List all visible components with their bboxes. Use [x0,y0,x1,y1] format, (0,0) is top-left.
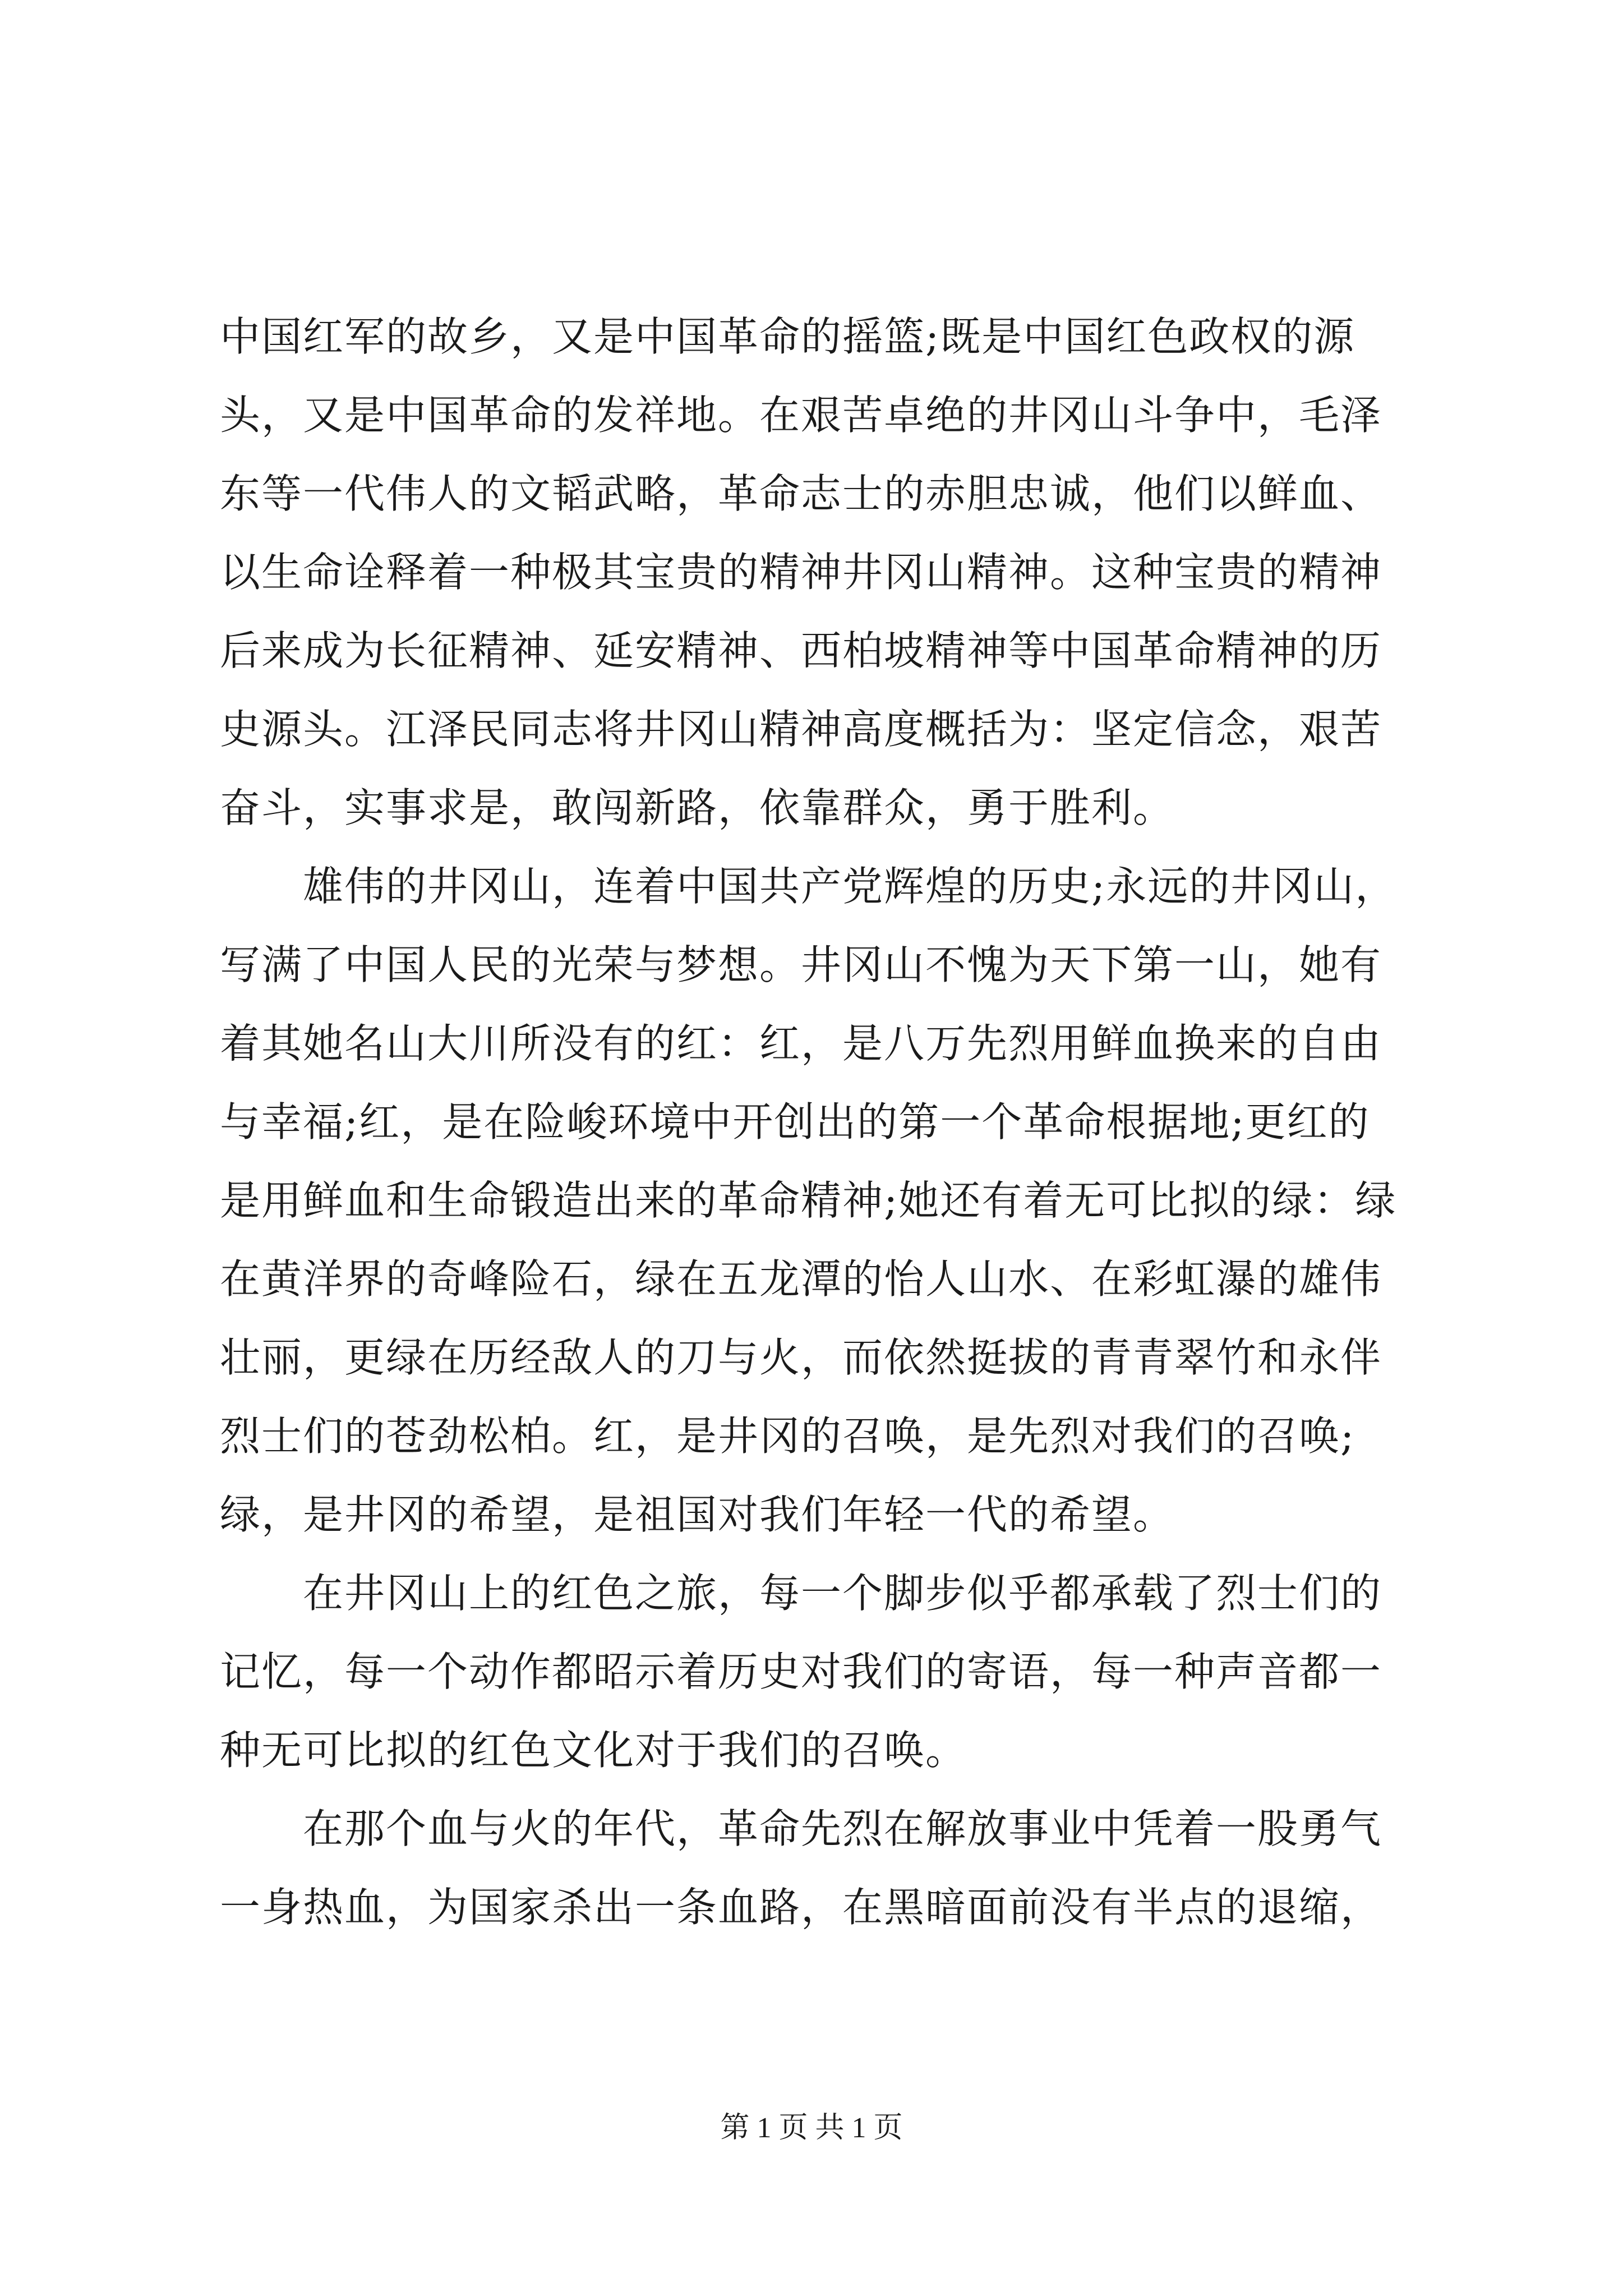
paragraph-2: 雄伟的井冈山，连着中国共产党辉煌的历史;永远的井冈山，写满了中国人民的光荣与梦想。井冈山不愧为天下第一山，她有着其她名山大川所没有的红：红，是八万先烈用鲜血换来的自由与幸福;红，是在险峻环境中开创出的第一个革命根据地;更红的是用鲜血和生命锻造出来的革命精神;她还有着无可比拟的绿：绿在黄洋界的奇峰险石，绿在五龙潭的怡人山水、在彩虹瀑的雄伟壮丽，更绿在历经敌人的刀与火，而依然挺拔的青青翠竹和永伴烈士们的苍劲松柏。红，是井冈的召唤，是先烈对我们的召唤;绿，是井冈的希望，是祖国对我们年轻一代的希望。 [220,863,1397,1538]
paragraph-3: 在井冈山上的红色之旅，每一个脚步似乎都承载了烈士们的记忆，每一个动作都昭示着历史对我们的寄语，每一种声音都一种无可比拟的红色文化对于我们的召唤。 [220,1570,1382,1774]
paragraph-1: 中国红军的故乡，又是中国革命的摇篮;既是中国红色政权的源头，又是中国革命的发祥地。在艰苦卓绝的井冈山斗争中，毛泽东等一代伟人的文韬武略，革命志士的赤胆忠诚，他们以鲜血、以生命诠释着一种极其宝贵的精神井冈山精神。这种宝贵的精神后来成为长征精神、延安精神、西柏坡精神等中国革命精神的历史源头。江泽民同志将井冈山精神高度概括为：坚定信念，艰苦奋斗，实事求是，敢闯新路，依靠群众，勇于胜利。 [220,313,1382,831]
paragraph-4: 在那个血与火的年代，革命先烈在解放事业中凭着一股勇气一身热血，为国家杀出一条血路，在黑暗面前没有半点的退缩， [220,1805,1382,1931]
body-text [220,297,1409,1947]
page-footer: 第 1 页 共 1 页 [720,2112,903,2144]
